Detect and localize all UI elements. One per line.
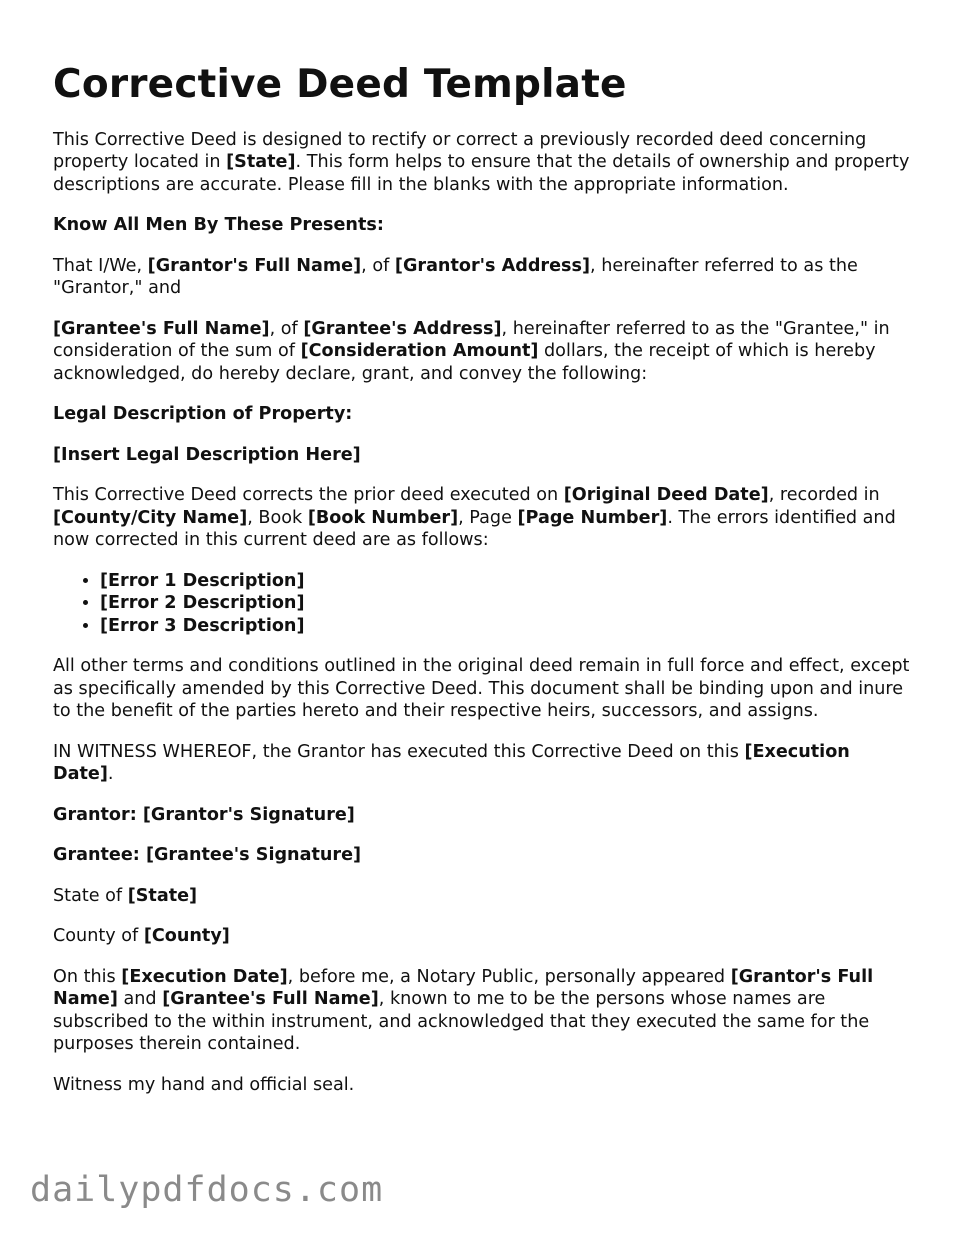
grantor-name-placeholder: [Grantor's Full Name] bbox=[53, 966, 874, 1010]
grantor-address-placeholder: [Grantor's Address] bbox=[394, 255, 591, 276]
intro-text-1: This Corrective Deed is designed to rectify or correct a previously recorded deed concerning property located in bbox=[53, 129, 867, 173]
list-item: • [Error 3 Description] bbox=[100, 615, 913, 638]
grantor-paragraph: That I/We, [Grantor's Full Name], of [Grantor's Address], hereinafter referred to as the "Grantor," and bbox=[53, 255, 858, 299]
list-item: • [Error 1 Description] bbox=[100, 570, 913, 593]
county-placeholder: [County] bbox=[143, 926, 230, 947]
county-line: County of [County] bbox=[53, 926, 230, 947]
know-all-heading: Know All Men By These Presents: bbox=[53, 215, 384, 236]
execution-date-placeholder: [Execution Date] bbox=[121, 966, 288, 987]
execution-date-placeholder: [Execution Date] bbox=[53, 741, 850, 785]
consideration-amount-placeholder: [Consideration Amount] bbox=[300, 341, 539, 362]
error-list bbox=[53, 570, 913, 638]
intro-paragraph bbox=[53, 129, 913, 197]
grantee-address-placeholder: [Grantee's Address] bbox=[303, 318, 502, 339]
original-deed-date-placeholder: [Original Deed Date] bbox=[563, 485, 769, 506]
prior-deed-paragraph: This Corrective Deed corrects the prior deed executed on [Original Deed Date], recorded in [County/City Name], Book [Book Number], Page [Page Number]. The errors identified and now corrected in this current deed are as follows: bbox=[53, 485, 896, 551]
page-title: Corrective Deed Template bbox=[53, 62, 627, 107]
watermark: dailypdfdocs.com bbox=[30, 1170, 384, 1210]
notary-paragraph: On this [Execution Date], before me, a Notary Public, personally appeared [Grantor's Full Name] and [Grantee's Full Name], known to me to be the persons whose names are subscribed to the within instrument, and acknowledged that they executed the same for the purposes therein contained. bbox=[53, 966, 874, 1055]
witness-paragraph: IN WITNESS WHEREOF, the Grantor has executed this Corrective Deed on this [Execution Date]. bbox=[53, 741, 850, 785]
book-number-placeholder: [Book Number] bbox=[307, 507, 459, 528]
state-line: State of [State] bbox=[53, 885, 198, 906]
page-number-placeholder: [Page Number] bbox=[517, 507, 668, 528]
grantee-name-placeholder: [Grantee's Full Name] bbox=[53, 318, 270, 339]
intro-text-2: . This form helps to ensure that the details of ownership and property descriptions are accurate. Please fill in the blanks with the appropriate information. bbox=[53, 152, 910, 195]
document-page bbox=[53, 62, 913, 1114]
legal-description-placeholder: [Insert Legal Description Here] bbox=[53, 444, 361, 465]
grantor-signature-line: Grantor: [Grantor's Signature] bbox=[53, 804, 355, 825]
grantee-paragraph: [Grantee's Full Name], of [Grantee's Address], hereinafter referred to as the "Grantee," in consideration of the sum of [Consideration Amount] dollars, the receipt of which is hereby acknowledged, do hereby declare, grant, and convey the following: bbox=[53, 318, 890, 384]
list-item: • [Error 2 Description] bbox=[100, 592, 913, 615]
county-city-placeholder: [County/City Name] bbox=[53, 507, 248, 528]
state-placeholder: [State] bbox=[127, 885, 198, 906]
grantor-name-placeholder: [Grantor's Full Name] bbox=[147, 255, 362, 276]
legal-description-heading: Legal Description of Property: bbox=[53, 404, 353, 425]
grantee-signature-line: Grantee: [Grantee's Signature] bbox=[53, 845, 362, 866]
grantee-name-placeholder: [Grantee's Full Name] bbox=[162, 989, 379, 1010]
seal-line: Witness my hand and official seal. bbox=[53, 1074, 355, 1095]
terms-paragraph: All other terms and conditions outlined in the original deed remain in full force and effect, except as specifically amended by this Corrective Deed. This document shall be binding upon and inure to the benefit of the parties hereto and their respective heirs, successors, and assigns. bbox=[53, 656, 910, 722]
state-placeholder: [State] bbox=[226, 152, 296, 173]
